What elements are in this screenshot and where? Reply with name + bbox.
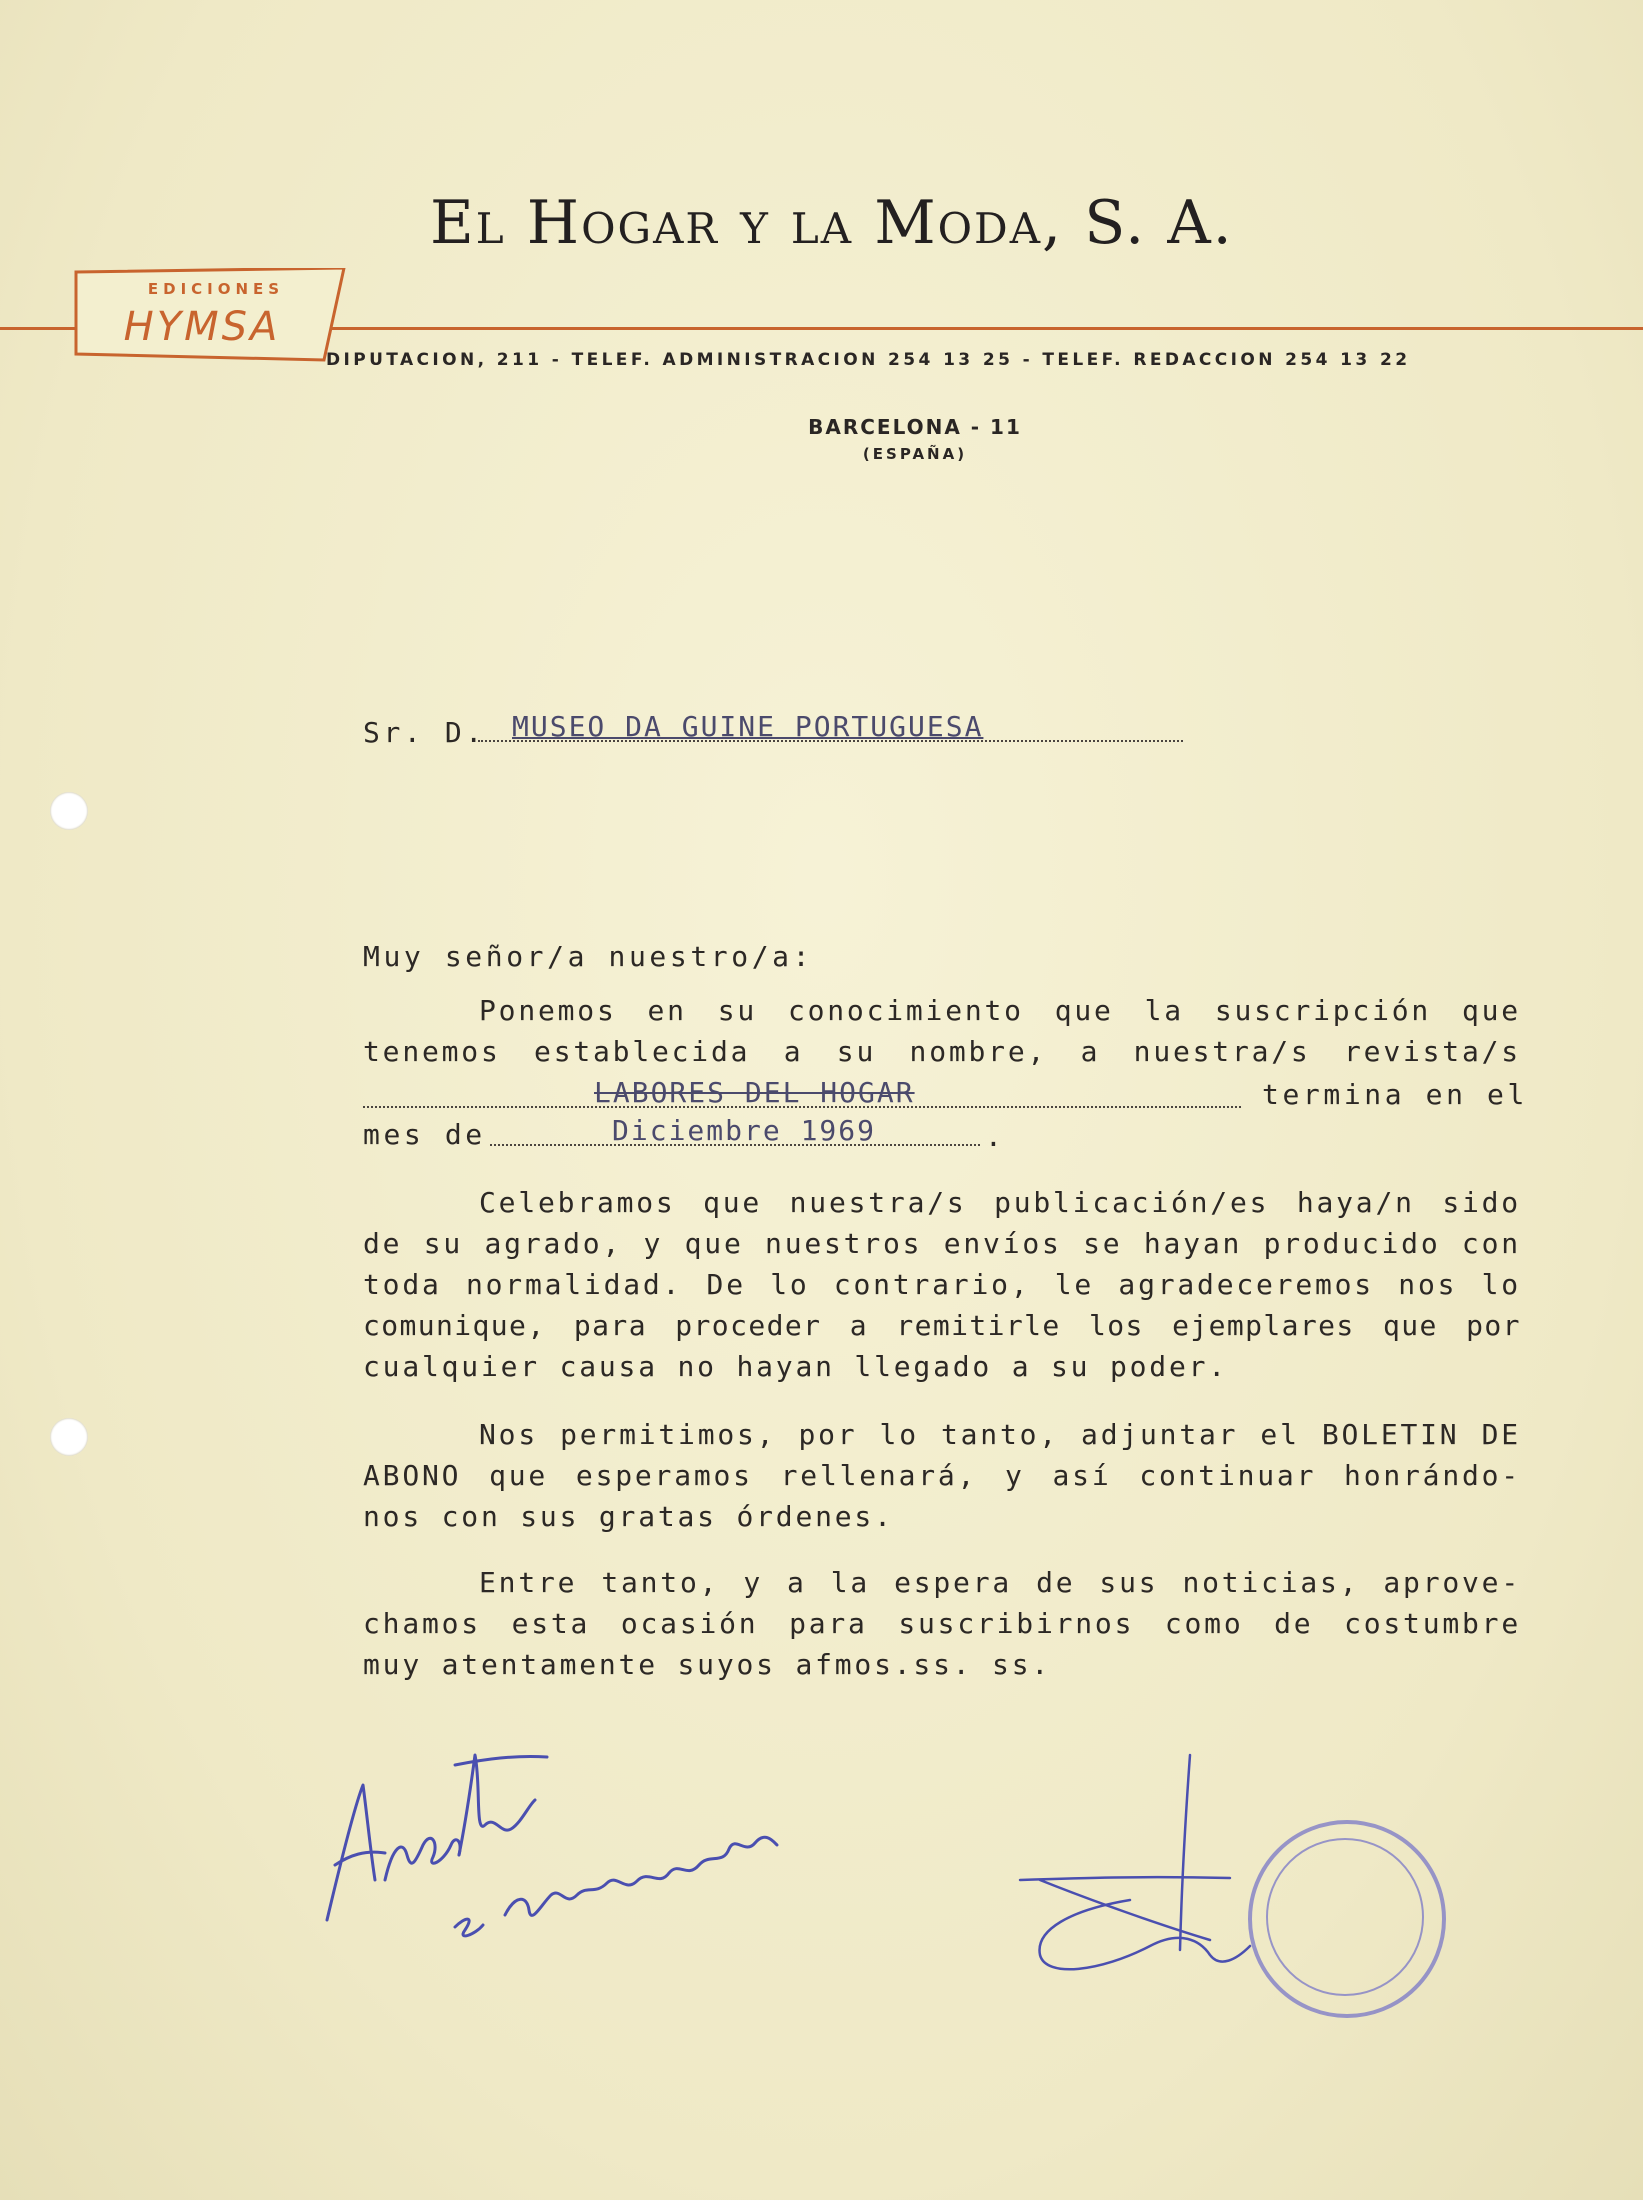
word: toda	[363, 1268, 442, 1301]
p2-line-1	[363, 1182, 1521, 1223]
word: ABONO	[363, 1459, 462, 1492]
word: costumbre	[1344, 1607, 1521, 1640]
word: y	[1005, 1459, 1025, 1492]
word: nuestros	[765, 1227, 923, 1260]
recipient-name: MUSEO DA GUINE PORTUGUESA	[512, 710, 984, 743]
word: que	[703, 1186, 763, 1219]
p2-line-4	[363, 1305, 1521, 1346]
month-end: .	[985, 1120, 1006, 1153]
p1-line-2	[363, 1031, 1521, 1072]
word: para	[789, 1607, 868, 1640]
salutation: Muy señor/a nuestro/a:	[363, 940, 814, 973]
word: su	[423, 1227, 464, 1260]
word: agrado,	[484, 1227, 623, 1260]
word: honrándo-	[1344, 1459, 1521, 1492]
word: nuestra/s	[789, 1186, 967, 1219]
word: a	[787, 1566, 807, 1599]
month-label: mes de	[363, 1118, 486, 1151]
word: sido	[1442, 1186, 1521, 1219]
word: la	[1144, 994, 1184, 1027]
word: y	[643, 1227, 664, 1260]
round-stamp	[1248, 1820, 1446, 2018]
word: que	[1461, 994, 1521, 1027]
word: remitirle	[896, 1309, 1061, 1342]
word: agradeceremos	[1118, 1268, 1374, 1301]
word: lo	[770, 1268, 810, 1301]
p4-line-2	[363, 1603, 1521, 1644]
logo-big-text: HYMSA	[123, 304, 281, 350]
word: conocimiento	[787, 994, 1024, 1027]
p2-line-3	[363, 1264, 1521, 1305]
word: Entre	[479, 1566, 578, 1599]
word: continuar	[1139, 1459, 1317, 1492]
word: a	[783, 1035, 804, 1068]
magazine-name: LABORES DEL HOGAR	[594, 1076, 915, 1109]
p3-line-2	[363, 1455, 1521, 1496]
word: le	[1054, 1268, 1095, 1301]
word: por	[798, 1418, 858, 1451]
p3-line-3: nos con sus gratas órdenes.	[363, 1500, 894, 1533]
word: permitimos,	[560, 1418, 777, 1451]
word: que	[1383, 1309, 1438, 1342]
paragraph-2	[363, 1182, 1521, 1387]
word: su	[836, 1035, 877, 1068]
punch-hole-top	[50, 792, 88, 830]
p1-line-1	[363, 990, 1521, 1031]
word: comunique,	[363, 1309, 546, 1342]
word: De	[706, 1268, 746, 1301]
word: tenemos	[363, 1035, 501, 1068]
word: que	[1054, 994, 1114, 1027]
word: su	[717, 994, 758, 1027]
word: tanto,	[601, 1566, 720, 1599]
word: Ponemos	[479, 994, 617, 1027]
word: esperamos	[575, 1459, 753, 1492]
word: rellenará,	[780, 1459, 978, 1492]
word: normalidad.	[465, 1268, 683, 1301]
word: espera	[894, 1566, 1013, 1599]
word: suscribirnos	[898, 1607, 1135, 1640]
word: suscripción	[1214, 994, 1432, 1027]
country-line: (ESPAÑA)	[862, 445, 968, 463]
p4-line-3: muy atentamente suyos afmos.ss. ss.	[363, 1648, 1052, 1681]
word: proceder	[675, 1309, 822, 1342]
handwritten-annotation	[315, 1745, 785, 1960]
word: contrario,	[833, 1268, 1031, 1301]
word: establecida	[534, 1035, 751, 1068]
logo-frame	[74, 268, 348, 364]
word: ocasión	[620, 1607, 759, 1640]
p3-line-1	[363, 1414, 1521, 1455]
word: nombre,	[909, 1035, 1048, 1068]
paragraph-1	[363, 990, 1521, 1072]
word: con	[1461, 1227, 1521, 1260]
word: a	[1080, 1035, 1101, 1068]
word: como	[1164, 1607, 1244, 1640]
word: de	[1274, 1607, 1314, 1640]
word: el	[1260, 1418, 1300, 1451]
p2-line-5: cualquier causa no hayan llegado a su poder.	[363, 1350, 1228, 1383]
ends-text: termina en el	[1262, 1078, 1528, 1111]
word: y	[743, 1566, 763, 1599]
paragraph-4	[363, 1562, 1521, 1685]
signature	[1010, 1750, 1280, 1990]
word: los	[1088, 1309, 1144, 1342]
company-name: El Hogar y la Moda, S. A.	[430, 188, 1234, 258]
word: revista/s	[1344, 1035, 1521, 1068]
word: así	[1052, 1459, 1112, 1492]
logo-small-text: EDICIONES	[147, 280, 285, 298]
word: nuestra/s	[1133, 1035, 1311, 1068]
city-line: BARCELONA - 11	[808, 415, 1022, 439]
word: DE	[1481, 1418, 1521, 1451]
word: tanto,	[940, 1418, 1059, 1451]
word: la	[830, 1566, 871, 1599]
month-value: Diciembre 1969	[612, 1114, 877, 1147]
hymsa-logo	[74, 268, 348, 354]
address-line: DIPUTACION, 211 - TELEF. ADMINISTRACION 254 13 25 - TELEF. REDACCION 254 13 22	[326, 350, 1411, 370]
word: que	[489, 1459, 549, 1492]
word: en	[647, 994, 687, 1027]
word: publicación/es	[994, 1186, 1270, 1219]
word: nos	[1398, 1268, 1458, 1301]
word: de	[363, 1227, 403, 1260]
word: hayan	[1143, 1227, 1243, 1260]
word: por	[1466, 1309, 1521, 1342]
word: envíos	[943, 1227, 1062, 1260]
word: aprove-	[1383, 1566, 1521, 1599]
word: haya/n	[1296, 1186, 1415, 1219]
word: a	[849, 1309, 868, 1342]
recipient-label: Sr. D.	[363, 716, 486, 749]
word: lo	[1481, 1268, 1521, 1301]
paragraph-3	[363, 1414, 1521, 1537]
word: noticias,	[1182, 1566, 1360, 1599]
p4-line-1	[363, 1562, 1521, 1603]
word: de	[1036, 1566, 1076, 1599]
word: adjuntar	[1081, 1418, 1239, 1451]
p2-line-2	[363, 1223, 1521, 1264]
word: Celebramos	[479, 1186, 676, 1219]
punch-hole-bottom	[50, 1418, 88, 1456]
word: ejemplares	[1172, 1309, 1355, 1342]
word: para	[573, 1309, 647, 1342]
word: se	[1083, 1227, 1123, 1260]
word: sus	[1099, 1566, 1159, 1599]
word: que	[684, 1227, 744, 1260]
word: lo	[879, 1418, 919, 1451]
word: producido	[1263, 1227, 1441, 1260]
word: chamos	[363, 1607, 481, 1640]
word: Nos	[479, 1418, 538, 1451]
word: BOLETIN	[1321, 1418, 1460, 1451]
word: esta	[511, 1607, 591, 1640]
